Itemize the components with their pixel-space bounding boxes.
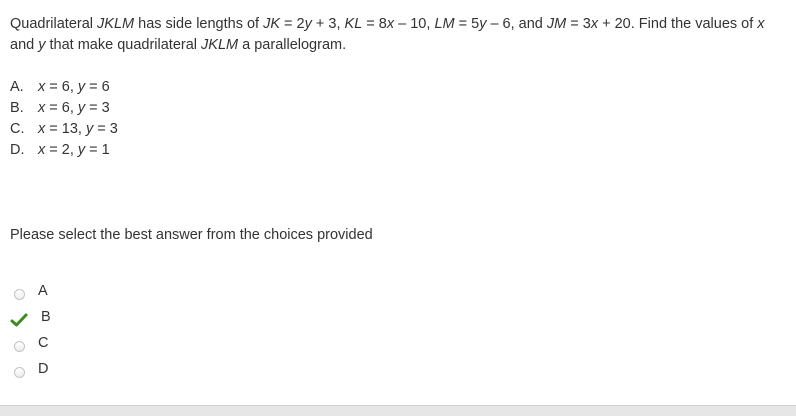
option-b[interactable] xyxy=(10,307,51,333)
option-a[interactable] xyxy=(10,281,48,307)
question-fragment: x xyxy=(386,16,395,32)
question-fragment: = 5 xyxy=(454,16,480,32)
option-label[interactable]: D xyxy=(38,361,49,377)
choice-x-var: x xyxy=(38,79,46,95)
choice-y-var: y xyxy=(77,100,86,116)
answer-choices-list xyxy=(10,77,118,161)
question-fragment: a parallelogram. xyxy=(238,37,347,53)
radio-icon[interactable] xyxy=(14,289,25,300)
radio-icon[interactable] xyxy=(14,341,25,352)
choice-x-value: = 2, xyxy=(45,142,78,158)
question-fragment: JKLM xyxy=(97,16,135,32)
answer-options-group xyxy=(10,281,51,385)
choice-x-var: x xyxy=(38,142,46,158)
choice-x-value: = 6, xyxy=(45,100,78,116)
question-fragment: = 8 xyxy=(362,16,387,32)
question-fragment: x xyxy=(590,16,599,32)
choice-y-value: = 3 xyxy=(85,100,110,116)
choice-x-var: x xyxy=(38,100,46,116)
question-fragment: y xyxy=(304,16,312,32)
question-fragment: – 6, and xyxy=(486,16,547,32)
choice-y-value: = 6 xyxy=(85,79,110,95)
question-fragment: and xyxy=(10,37,39,53)
choice-x-value: = 13, xyxy=(45,121,86,137)
question-fragment: JK xyxy=(263,16,281,32)
checkmark-icon xyxy=(10,312,28,328)
choice-y-value: = 1 xyxy=(85,142,110,158)
question-fragment: Quadrilateral xyxy=(10,16,98,32)
choice-letter: C. xyxy=(10,121,25,137)
question-fragment: + 20. Find the values of xyxy=(598,16,758,32)
radio-icon[interactable] xyxy=(14,367,25,378)
question-fragment: that make quadrilateral xyxy=(45,37,202,53)
answer-choice-c xyxy=(10,119,118,140)
choice-letter: B. xyxy=(10,100,24,116)
option-c[interactable] xyxy=(10,333,49,359)
choice-letter: A. xyxy=(10,79,24,95)
option-label[interactable]: A xyxy=(38,283,48,299)
answer-choice-d xyxy=(10,140,118,161)
question-fragment: + 3, xyxy=(311,16,345,32)
choice-x-value: = 6, xyxy=(45,79,78,95)
choice-y-var: y xyxy=(77,79,86,95)
question-fragment: – 10, xyxy=(394,16,435,32)
option-label[interactable]: B xyxy=(41,309,51,325)
question-fragment: JKLM xyxy=(201,37,239,53)
choice-letter: D. xyxy=(10,142,25,158)
option-label[interactable]: C xyxy=(38,335,49,351)
bottom-divider-bar xyxy=(0,405,796,416)
question-text xyxy=(10,14,786,56)
question-fragment: = 2 xyxy=(280,16,305,32)
question-fragment: LM xyxy=(434,16,455,32)
answer-choice-b xyxy=(10,98,118,119)
question-fragment: JM xyxy=(546,16,567,32)
question-fragment: = 3 xyxy=(566,16,591,32)
answer-choice-a xyxy=(10,77,118,98)
question-fragment: KL xyxy=(344,16,363,32)
question-fragment: y xyxy=(38,37,46,53)
choice-y-var: y xyxy=(77,142,86,158)
question-fragment: x xyxy=(757,16,765,32)
question-fragment: y xyxy=(479,16,487,32)
choice-x-var: x xyxy=(38,121,46,137)
instruction-text: Please select the best answer from the choices provided xyxy=(10,227,373,243)
option-d[interactable] xyxy=(10,359,49,385)
question-fragment: has side lengths of xyxy=(134,16,264,32)
choice-y-value: = 3 xyxy=(93,121,118,137)
choice-y-var: y xyxy=(85,121,94,137)
